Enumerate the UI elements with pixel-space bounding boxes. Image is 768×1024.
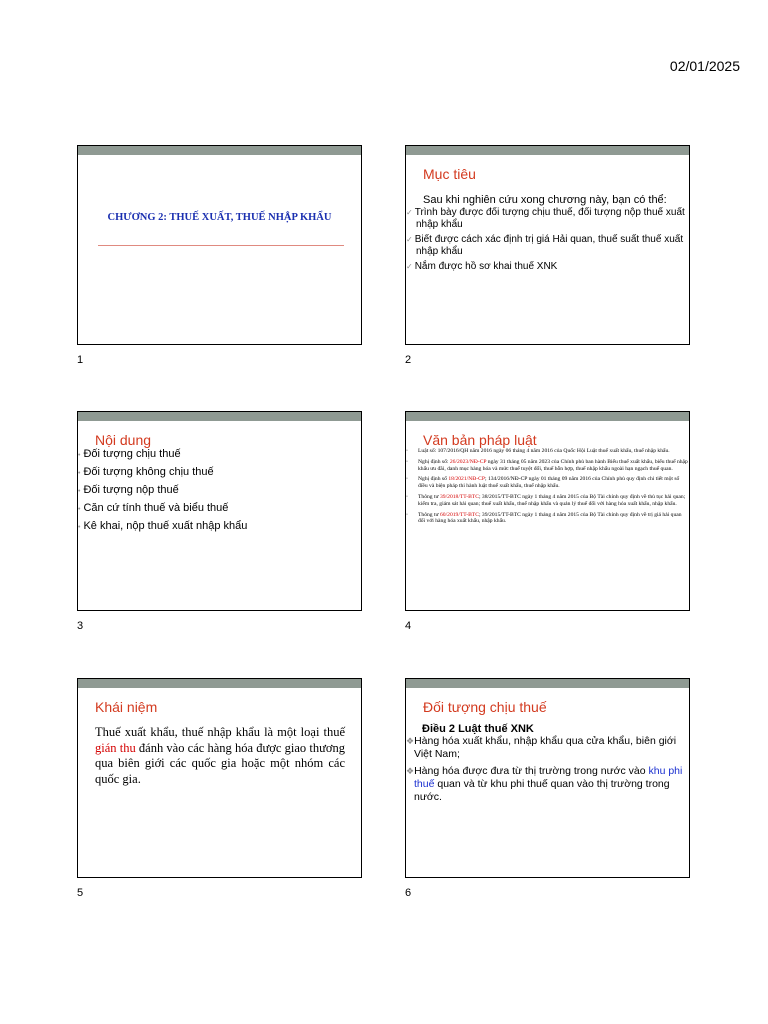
list-item: • Kê khai, nộp thuế xuất nhập khẩu — [78, 520, 248, 532]
slide-header-bar — [406, 412, 689, 421]
bullet-icon: • — [78, 470, 81, 477]
list-item: • Nghị định số: 26/2023/NĐ-CP ngày 31 tháng 05 năm 2023 của Chính phủ ban hành Biểu thuế xuất khẩu, biểu thuế nhập khẩu ưu đãi, danh mục hàng hóa và mức thuế tuyệt đối, thuế hỗn hợp, thuế nhập khẩu ngoài hạn ngạch thuế quan. — [406, 458, 688, 472]
bullet-icon: • — [78, 452, 81, 459]
slide-header-bar — [406, 679, 689, 688]
list-item: • Căn cứ tính thuế và biểu thuế — [78, 502, 229, 514]
slide-title: Văn bản pháp luật — [423, 432, 537, 448]
slide-number-2: 2 — [405, 354, 412, 366]
slide-3 — [77, 411, 362, 611]
slide-number-5: 5 — [77, 887, 84, 899]
slide-header-bar — [78, 146, 361, 155]
highlight-term: khu phi thuế — [414, 765, 683, 790]
bullet-icon: • — [406, 458, 408, 465]
content-list — [78, 448, 361, 534]
list-item: ✓ Trình bày được đối tượng chịu thuế, đối tượng nộp thuế xuất nhập khẩu — [406, 207, 685, 230]
bullet-icon: • — [406, 493, 408, 500]
slide-header-bar — [78, 679, 361, 688]
list-item: • Thông tư 60/2019/TT-BTC; 39/2015/TT-BTC ngày 1 tháng 4 năm 2015 của Bộ Tài chính quy định về trị giá hải quan đối với hàng hóa xuất khẩu, nhập khẩu. — [406, 511, 682, 525]
list-item: ✓ Biết được cách xác định trị giá Hải quan, thuế suất thuế xuất nhập khẩu — [406, 234, 684, 257]
bullet-icon: • — [78, 506, 81, 513]
objectives-list — [406, 207, 689, 273]
circular-ref: 60/2019/TT-BTC — [440, 511, 479, 518]
objectives-intro: Sau khi nghiên cứu xong chương này, bạn có thể: — [423, 194, 667, 206]
list-item: • Thông tư 39/2018/TT-BTC; 38/2015/TT-BTC ngày 1 tháng 4 năm 2015 của Bộ Tài chính quy định về thủ tục hải quan; kiểm tra, giám sát hải quan; thuế xuất khẩu, thuế nhập khẩu và quản lý thuế đối với hàng hóa xuất khẩu, nhập khẩu. — [406, 493, 686, 507]
list-item: ✓ Nắm được hồ sơ khai thuế XNK — [406, 261, 558, 272]
diamond-bullet-icon: ❖ — [406, 736, 415, 746]
slide-number-1: 1 — [77, 354, 84, 366]
page-date: 02/01/2025 — [669, 58, 740, 74]
slide-number-3: 3 — [77, 620, 84, 632]
circular-ref: 39/2018/TT-BTC — [440, 493, 479, 500]
bullet-icon: • — [406, 476, 408, 483]
list-item: • Đối tượng chịu thuế — [78, 448, 181, 460]
bullet-icon: • — [78, 488, 81, 495]
list-item: • Đối tượng không chịu thuế — [78, 466, 214, 478]
bullet-icon: • — [78, 524, 81, 531]
legal-docs-list — [406, 448, 689, 525]
slide-title: Nội dung — [95, 432, 152, 448]
slide-header-bar — [78, 412, 361, 421]
list-item: • Đối tượng nộp thuế — [78, 484, 179, 496]
slide-5 — [77, 678, 362, 878]
slide-title: Đối tượng chịu thuế — [423, 699, 547, 715]
taxable-objects-list — [406, 735, 689, 804]
slide-1 — [77, 145, 362, 345]
slide-subtitle: Điều 2 Luật thuế XNK — [422, 723, 534, 735]
list-item: • Luật số: 107/2016/QH năm 2016 ngày 06 tháng 4 năm 2016 của Quốc Hội Luật thuế xuất khẩu, thuế nhập khẩu. — [406, 448, 670, 454]
bullet-icon: • — [406, 448, 408, 454]
slide-number-6: 6 — [405, 887, 412, 899]
slide-title: Khái niệm — [95, 699, 158, 715]
decree-ref: 26/2023/NĐ-CP — [449, 458, 487, 465]
check-icon: ✓ — [406, 235, 413, 244]
slide-6 — [405, 678, 690, 878]
diamond-bullet-icon: ❖ — [406, 766, 415, 776]
chapter-title: CHƯƠNG 2: THUẾ XUẤT, THUẾ NHẬP KHẨU — [107, 212, 332, 223]
slide-2 — [405, 145, 690, 345]
check-icon: ✓ — [406, 262, 413, 271]
decree-ref: 18/2021/NĐ-CP — [448, 476, 485, 483]
check-icon: ✓ — [406, 208, 413, 217]
concept-paragraph: Thuế xuất khẩu, thuế nhập khẩu là một loại thuế gián thu đánh vào các hàng hóa được giao thương qua biên giới các quốc gia hoặc một nhóm các quốc gia. — [95, 725, 345, 786]
slide-4 — [405, 411, 690, 611]
list-item: ❖Hàng hóa được đưa từ thị trường trong nước vào khu phi thuế quan và từ khu phi thuế quan vào thị trường trong nước. — [406, 765, 683, 803]
highlight-term: gián thu — [95, 740, 136, 755]
list-item: ❖Hàng hóa xuất khẩu, nhập khẩu qua cửa khẩu, biên giới Việt Nam; — [406, 735, 677, 760]
slide-number-4: 4 — [405, 620, 412, 632]
slide-header-bar — [406, 146, 689, 155]
slide-title: Mục tiêu — [423, 166, 476, 182]
title-underline — [98, 245, 344, 246]
bullet-icon: • — [406, 511, 408, 518]
list-item: • Nghị định số 18/2021/NĐ-CP; 134/2016/NĐ-CP ngày 01 tháng 09 năm 2016 của Chính phủ quy định chi tiết một số điều và biện pháp thi hành luật thuế xuất khẩu, thuế nhập khẩu. — [406, 476, 680, 490]
